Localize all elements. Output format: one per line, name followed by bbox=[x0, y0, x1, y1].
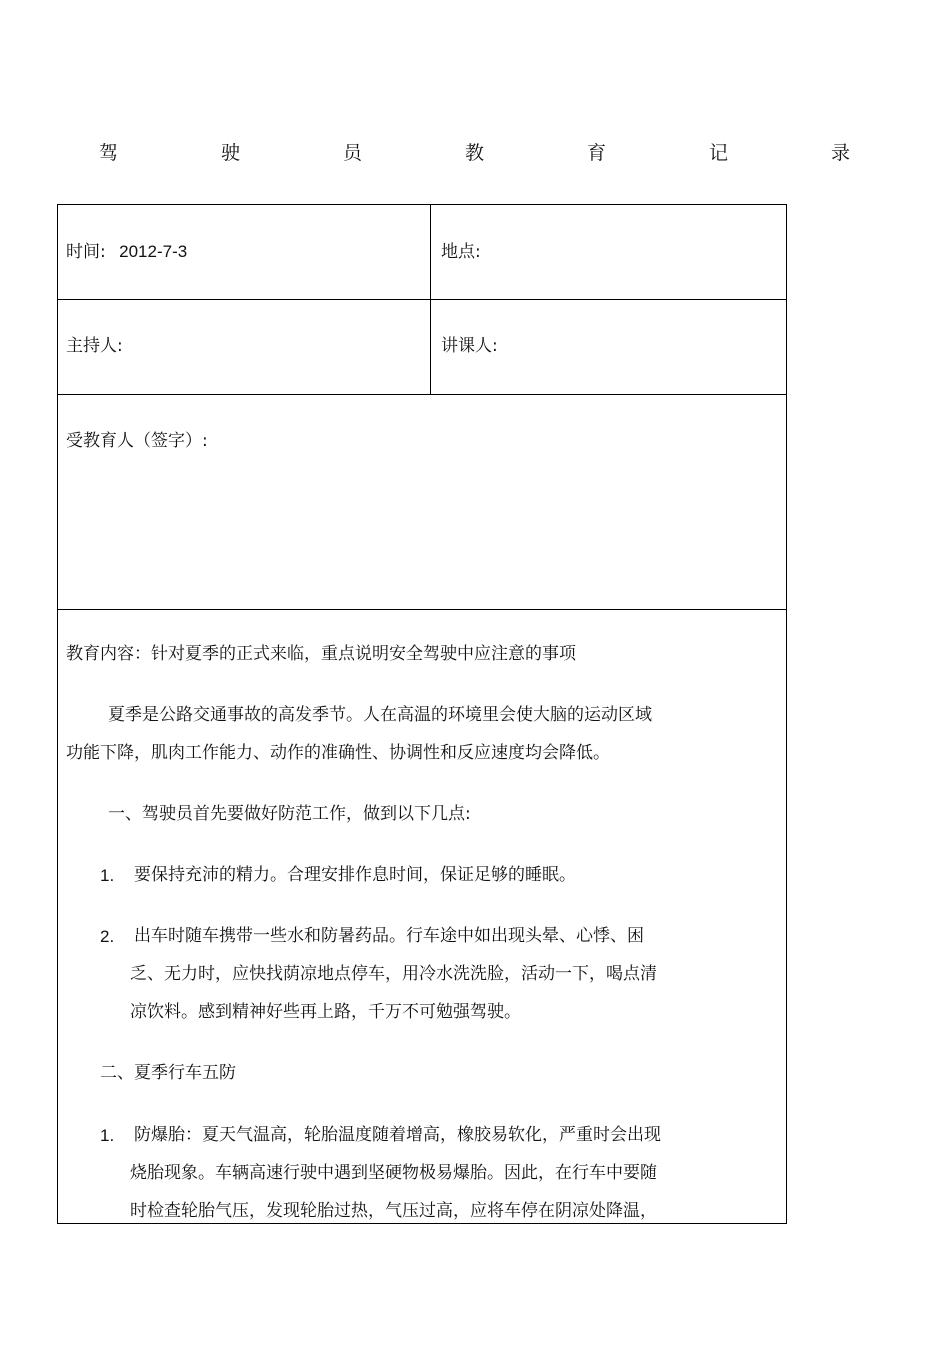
list-item-text: 防爆胎：夏天气温高，轮胎温度随着增高，橡胶易软化，严重时会出现 bbox=[134, 1125, 661, 1145]
lecturer-label: 讲课人: bbox=[441, 336, 498, 356]
list-item-number: 1. bbox=[100, 1126, 115, 1145]
list-item-number: 1. bbox=[100, 866, 115, 885]
list-item-text: 烧胎现象。车辆高速行驶中遇到坚硬物极易爆胎。因此，在行车中要随 bbox=[130, 1163, 657, 1183]
title-char: 教 bbox=[465, 142, 485, 164]
time-field[interactable] bbox=[66, 240, 187, 264]
column-divider bbox=[430, 205, 431, 394]
row-divider bbox=[58, 609, 786, 610]
host-label: 主持人: bbox=[66, 336, 123, 356]
title-char: 育 bbox=[587, 142, 607, 164]
place-field[interactable] bbox=[441, 240, 481, 264]
intro-paragraph-line: 功能下降，肌肉工作能力、动作的准确性、协调性和反应速度均会降低。 bbox=[66, 743, 610, 763]
title-char: 员 bbox=[343, 142, 363, 164]
lecturer-field[interactable] bbox=[441, 334, 498, 358]
trainees-signature-field[interactable] bbox=[66, 429, 208, 453]
place-label: 地点: bbox=[441, 242, 481, 262]
content-heading: 教育内容：针对夏季的正式来临，重点说明安全驾驶中应注意的事项 bbox=[66, 644, 576, 664]
section-1-title: 一、驾驶员首先要做好防范工作，做到以下几点: bbox=[108, 804, 471, 824]
education-record-table bbox=[57, 204, 787, 1224]
list-item-text: 凉饮料。感到精神好些再上路，千万不可勉强驾驶。 bbox=[130, 1002, 521, 1022]
list-item-text: 出车时随车携带一些水和防暑药品。行车途中如出现头晕、心悸、困 bbox=[134, 926, 644, 946]
list-item-text: 要保持充沛的精力。合理安排作息时间，保证足够的睡眠。 bbox=[134, 865, 576, 885]
time-label: 时间: bbox=[66, 242, 106, 262]
host-field[interactable] bbox=[66, 334, 123, 358]
document-title bbox=[0, 140, 950, 166]
row-divider bbox=[58, 299, 786, 300]
title-char: 记 bbox=[709, 142, 729, 164]
list-item-number: 2. bbox=[100, 927, 115, 946]
title-char: 录 bbox=[831, 142, 851, 164]
trainees-label: 受教育人（签字）: bbox=[66, 431, 208, 451]
section-2-title: 二、夏季行车五防 bbox=[100, 1063, 236, 1083]
list-item-text: 时检查轮胎气压，发现轮胎过热，气压过高，应将车停在阴凉处降温， bbox=[130, 1201, 657, 1221]
time-value: 2012-7-3 bbox=[119, 242, 188, 261]
list-item-text: 乏、无力时，应快找荫凉地点停车，用冷水洗洗脸，活动一下，喝点清 bbox=[130, 964, 657, 984]
title-char: 驾 bbox=[99, 142, 119, 164]
row-divider bbox=[58, 394, 786, 395]
intro-paragraph-line: 夏季是公路交通事故的高发季节。人在高温的环境里会使大脑的运动区域 bbox=[108, 705, 652, 725]
title-char: 驶 bbox=[221, 142, 241, 164]
